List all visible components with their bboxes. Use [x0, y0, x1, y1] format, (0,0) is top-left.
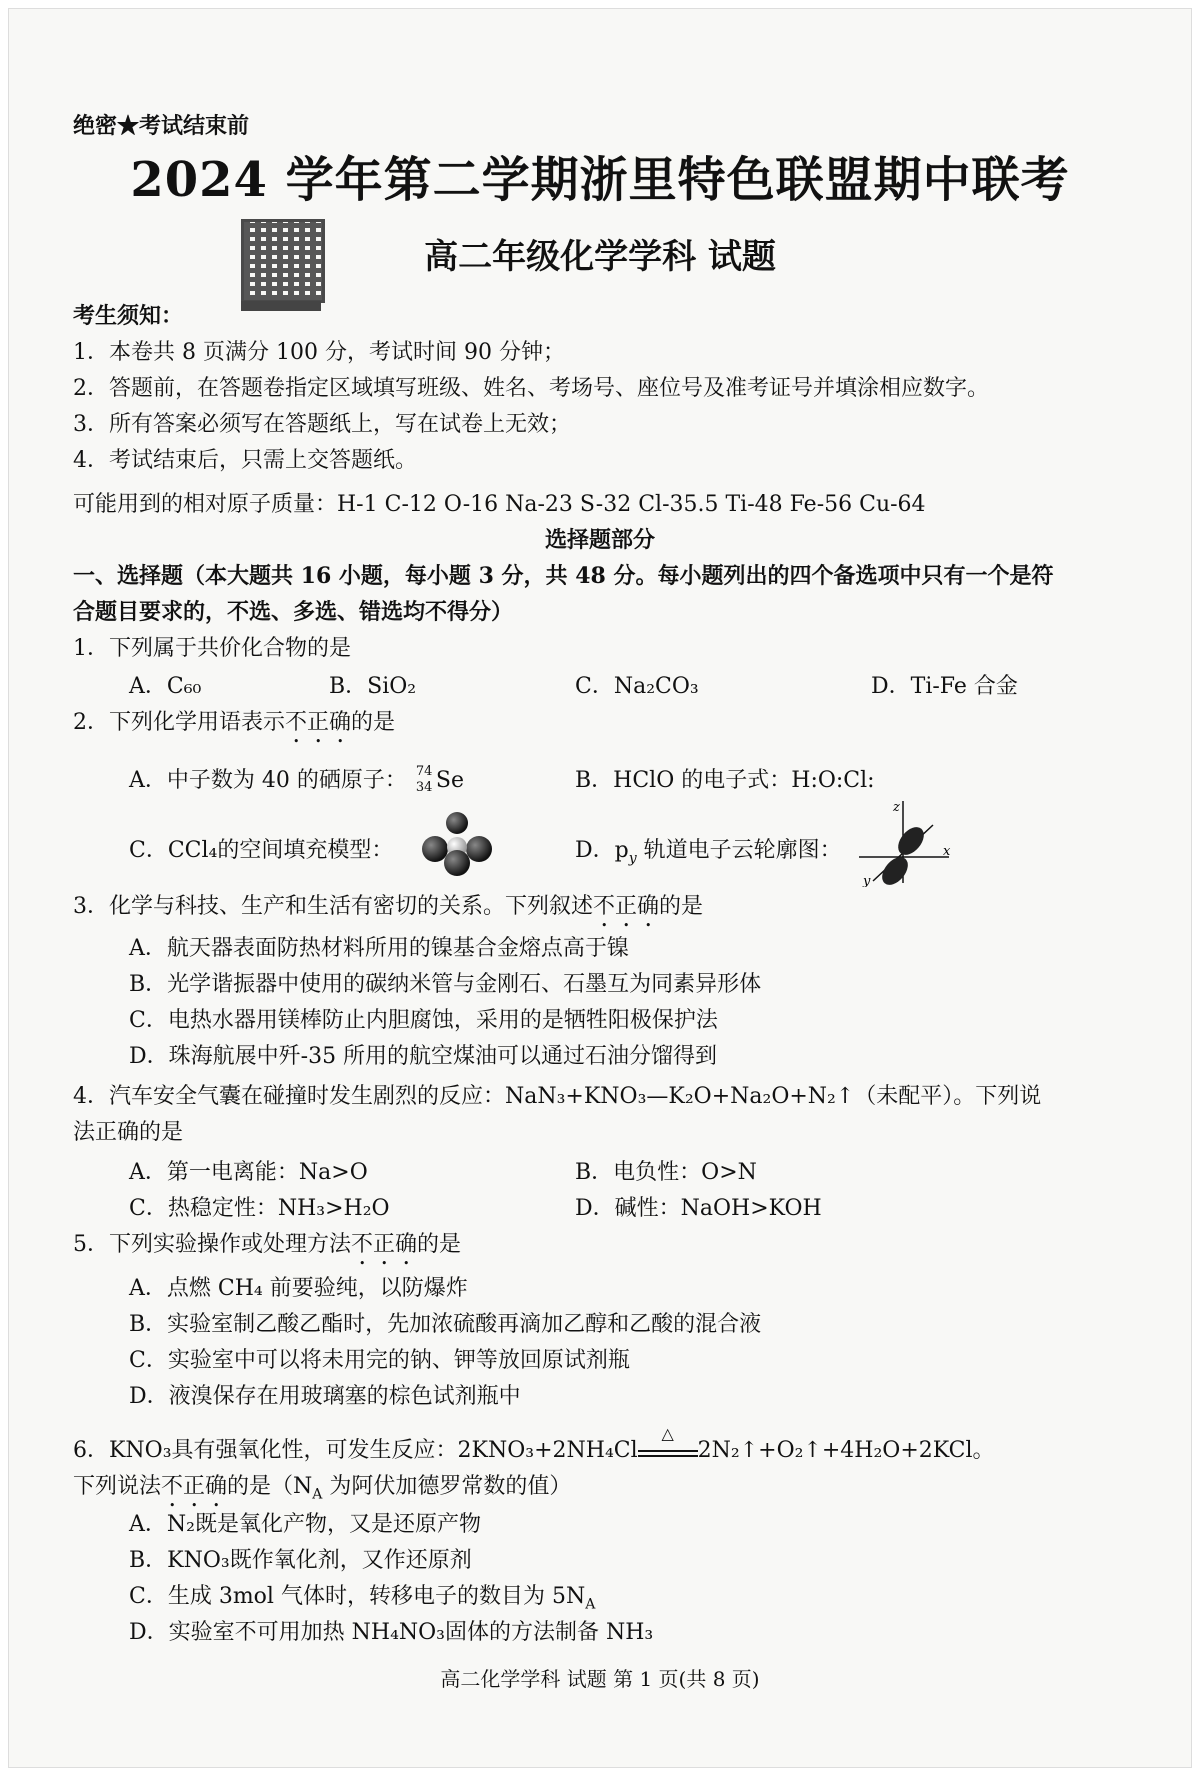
q6-stem-line2: [73, 1469, 571, 1512]
q4-stem-line2: 法正确的是: [73, 1120, 184, 1145]
q1-option-a: A．C₆₀: [129, 674, 202, 699]
q2-option-c: C．CCl₄的空间填充模型：: [129, 838, 394, 863]
heating-condition-arrow: [638, 1424, 698, 1457]
q6-stem-pre: 6．KNO₃具有强氧化性，可发生反应：2KNO₃+2NH₄Cl: [73, 1438, 638, 1463]
q2-stem-pre: 2．下列化学用语表示: [73, 710, 285, 735]
ccl4-space-filling-model-icon: [417, 809, 497, 879]
axis-x-label: x: [943, 844, 951, 859]
section-intro-line1: 一、选择题（本大题共 16 小题，每小题 3 分，共 48 分。每小题列出的四个备选项中只有一个是符: [73, 563, 1054, 589]
qr-caption-bar: [241, 301, 321, 311]
notice-heading: 考生须知：: [73, 303, 184, 329]
mass-number: 74: [415, 764, 433, 779]
q2-option-a-text: A．中子数为 40 的硒原子：: [129, 768, 407, 793]
q2-option-b: [575, 763, 875, 794]
exam-title: 2024 学年第二学期浙里特色联盟期中联考: [130, 152, 1070, 208]
confidential-label: 绝密★考试结束前: [73, 113, 250, 139]
q5-stem-post: 的是: [417, 1232, 462, 1257]
q1-stem: 1．下列属于共价化合物的是: [73, 636, 351, 661]
q5-option-d: D．液溴保存在用玻璃塞的棕色试剂瓶中: [129, 1384, 521, 1409]
q2-option-b-text: B．HClO 的电子式：: [575, 768, 792, 793]
q4-option-a: A．第一电离能：Na>O: [129, 1160, 368, 1185]
exam-subtitle: 高二年级化学学科 试题: [424, 237, 776, 277]
q2-option-d-pre: D．p: [575, 838, 629, 863]
q3-stem-emphasis: 不正确: [593, 894, 660, 919]
q6-option-a: A．N₂既是氧化产物，又是还原产物: [129, 1512, 481, 1537]
q5-option-a: A．点燃 CH₄ 前要验纯，以防爆炸: [129, 1276, 468, 1301]
q2-option-d-sub: y: [628, 850, 637, 867]
q5-stem: [73, 1227, 461, 1270]
q4-option-d: D．碱性：NaOH>KOH: [575, 1196, 822, 1221]
q3-stem-pre: 3．化学与科技、生产和生活有密切的关系。下列叙述: [73, 894, 593, 919]
electron-formula: H:O:Cl:: [791, 768, 875, 793]
q2-option-a: [129, 763, 464, 794]
q6-stem2-tail: 为阿伏加德罗常数的值）: [322, 1474, 572, 1499]
q6-option-d: D．实验室不可用加热 NH₄NO₃固体的方法制备 NH₃: [129, 1620, 654, 1645]
q1-option-d: D．Ti-Fe 合金: [871, 674, 1018, 699]
atomic-masses: 可能用到的相对原子质量：H-1 C-12 O-16 Na-23 S-32 Cl-35.5 Ti-48 Fe-56 Cu-64: [73, 492, 926, 517]
notice-item-4: 4．考试结束后，只需上交答题纸。: [73, 448, 417, 473]
q3-option-d: D．珠海航展中歼-35 所用的航空煤油可以通过石油分馏得到: [129, 1044, 718, 1069]
part-title: 选择题部分: [544, 527, 655, 553]
q6-stem2-post: 的是（N: [227, 1474, 313, 1499]
q3-stem: [73, 889, 703, 932]
q6-stem2-sub: A: [312, 1486, 323, 1503]
axis-y-label: y: [863, 874, 871, 887]
q6-option-c-text: C．生成 3mol 气体时，转移电子的数目为 5N: [129, 1584, 586, 1609]
atomic-number: 34: [415, 780, 433, 795]
q5-stem-emphasis: 不正确: [351, 1232, 418, 1257]
notice-item-2: 2．答题前，在答题卷指定区域填写班级、姓名、考场号、座位号及准考证号并填涂相应数字。: [73, 376, 990, 401]
nuclide-notation: [414, 764, 436, 795]
q5-option-b: B．实验室制乙酸乙酯时，先加浓硫酸再滴加乙醇和乙酸的混合液: [129, 1312, 762, 1337]
q6-option-c-sub: A: [585, 1596, 596, 1613]
exam-page: [8, 8, 1192, 1768]
q2-stem-emphasis: 不正确: [285, 710, 352, 735]
axis-z-label: z: [893, 800, 900, 815]
heating-symbol: △: [661, 1424, 674, 1443]
q6-stem2-pre: 下列说法: [73, 1474, 162, 1499]
element-symbol: Se: [435, 768, 464, 793]
q4-stem-line1: 4．汽车安全气囊在碰撞时发生剧烈的反应：NaN₃+KNO₃—K₂O+Na₂O+N₂↑（未配平）。下列说: [73, 1084, 1042, 1109]
q2-option-d: [575, 833, 842, 866]
q5-option-c: C．实验室中可以将未用完的钠、钾等放回原试剂瓶: [129, 1348, 630, 1373]
notice-item-1: 1．本卷共 8 页满分 100 分，考试时间 90 分钟；: [73, 340, 565, 365]
q2-stem: [73, 705, 395, 748]
q1-option-b: B．SiO₂: [329, 674, 417, 699]
q3-option-b: B．光学谐振器中使用的碳纳米管与金刚石、石墨互为同素异形体: [129, 972, 762, 997]
q6-stem-post: 2N₂↑+O₂↑+4H₂O+2KCl。: [697, 1438, 995, 1463]
q4-option-b: B．电负性：O>N: [575, 1160, 757, 1185]
q2-option-d-post: 轨道电子云轮廓图：: [636, 838, 842, 863]
q2-stem-post: 的是: [351, 710, 396, 735]
q4-option-c: C．热稳定性：NH₃>H₂O: [129, 1196, 390, 1221]
q6-option-c: [129, 1579, 595, 1612]
q3-option-c: C．电热水器用镁棒防止内胆腐蚀，采用的是牺牲阳极保护法: [129, 1008, 718, 1033]
q3-option-a: A．航天器表面防热材料所用的镍基合金熔点高于镍: [129, 936, 629, 961]
page-footer: 高二化学学科 试题 第 1 页(共 8 页): [440, 1667, 760, 1691]
q6-option-b: B．KNO₃既作氧化剂，又作还原剂: [129, 1548, 472, 1573]
section-intro-line2: 合题目要求的，不选、多选、错选均不得分）: [73, 599, 514, 625]
py-orbital-diagram-icon: [855, 797, 955, 887]
q6-stem2-emphasis: 不正确: [161, 1474, 228, 1499]
q3-stem-post: 的是: [659, 894, 704, 919]
q1-option-c: C．Na₂CO₃: [575, 674, 699, 699]
q6-stem-line1: [73, 1424, 995, 1464]
notice-item-3: 3．所有答案必须写在答题纸上，写在试卷上无效；: [73, 412, 571, 437]
q5-stem-pre: 5．下列实验操作或处理方法: [73, 1232, 351, 1257]
